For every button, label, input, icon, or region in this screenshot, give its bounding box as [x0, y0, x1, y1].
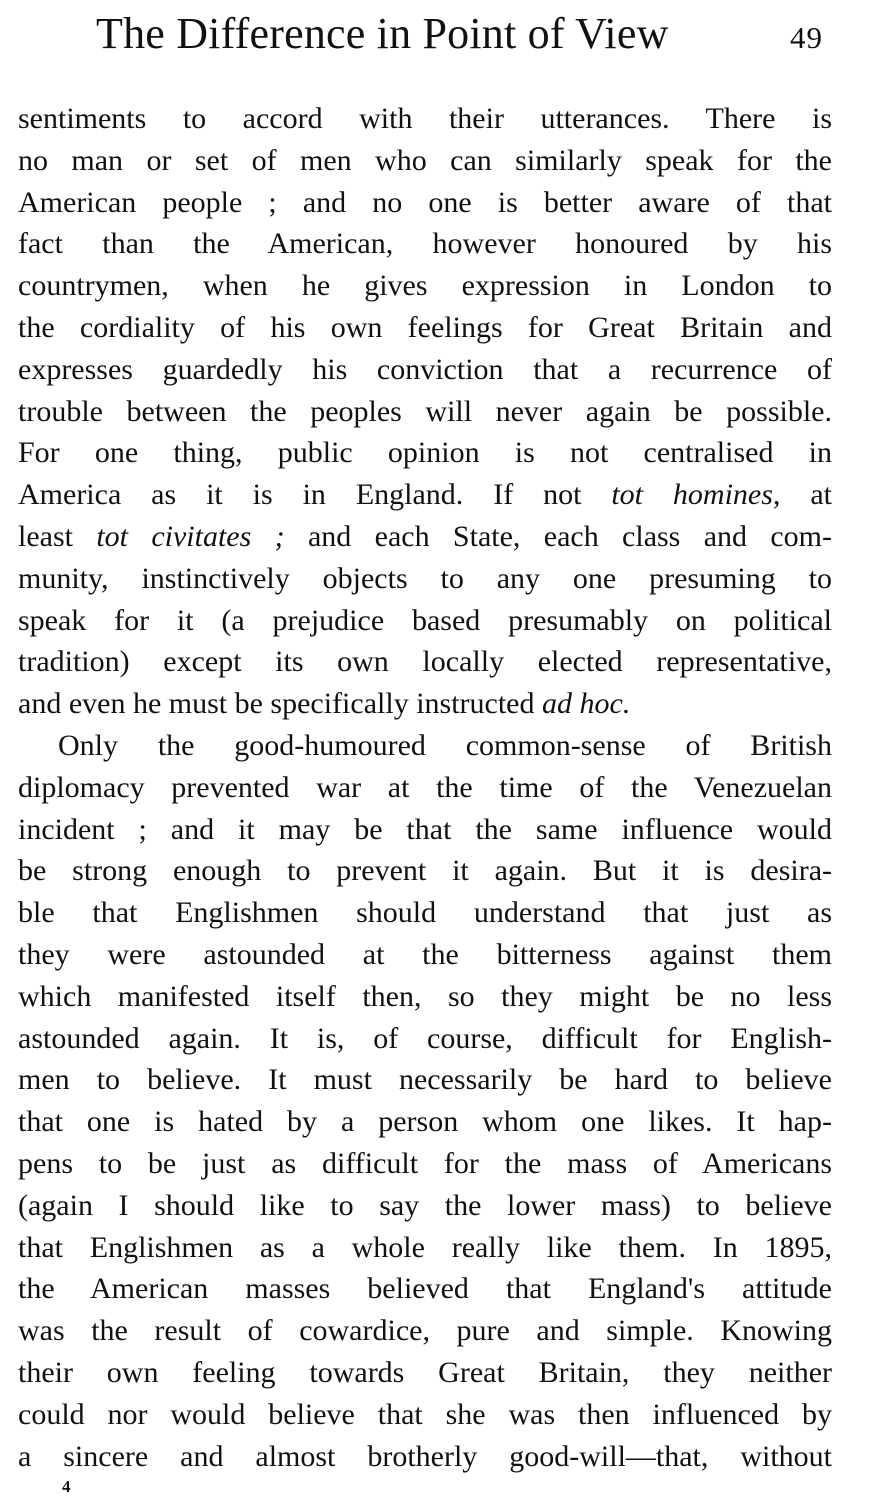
running-title: The Difference in Point of View — [96, 9, 669, 58]
text-line — [18, 223, 832, 265]
text-run: that one is hated by a person whom one likes. It hap- — [18, 1105, 832, 1139]
text-line — [18, 140, 832, 182]
text-run: men to believe. It must necessarily be hard to believe — [18, 1063, 832, 1097]
text-line — [18, 558, 832, 600]
text-run: the cordiality of his own feelings for Great Britain and — [18, 310, 832, 344]
text-run: Only the good-humoured common-sense of British — [58, 728, 832, 762]
text-run: tradition) except its own locally elected representative, — [18, 645, 832, 679]
text-run: at — [780, 478, 832, 512]
italic-phrase: tot homines, — [611, 478, 781, 512]
signature-mark: 4 — [62, 1477, 71, 1496]
text-run: that Englishmen as a whole really like them. In 1895, — [18, 1230, 832, 1264]
text-run: least — [18, 519, 97, 553]
text-line — [18, 98, 832, 140]
text-run: they were astounded at the bitterness against them — [18, 937, 832, 971]
text-line — [18, 1394, 832, 1436]
text-line — [18, 1143, 832, 1185]
text-line — [18, 767, 832, 809]
text-line — [18, 1352, 832, 1394]
text-run: ble that Englishmen should understand that just as — [18, 896, 832, 930]
body-text — [18, 98, 832, 1477]
text-line — [18, 1227, 832, 1269]
text-line — [18, 391, 832, 433]
text-run: their own feeling towards Great Britain, they neither — [18, 1355, 832, 1389]
text-run: (again I should like to say the lower mass) to believe — [18, 1188, 832, 1222]
text-line — [18, 641, 832, 683]
text-line — [18, 976, 832, 1018]
text-line — [18, 892, 832, 934]
text-run: and each State, each class and com- — [284, 519, 833, 553]
text-run: no man or set of men who can similarly speak for the — [18, 143, 832, 177]
text-run: pens to be just as difficult for the mass of Americans — [18, 1146, 832, 1180]
text-line — [18, 1101, 832, 1143]
text-line — [18, 349, 832, 391]
text-run: countrymen, when he gives expression in London to — [18, 269, 832, 303]
text-run: diplomacy prevented war at the time of the Venezuelan — [18, 770, 832, 804]
text-line — [18, 1059, 832, 1101]
text-line — [18, 725, 832, 767]
italic-phrase: tot civitates ; — [96, 519, 285, 553]
text-run: be strong enough to prevent it again. But it is desira- — [18, 854, 832, 888]
text-run: astounded again. It is, of course, difficult for English- — [18, 1021, 832, 1055]
text-line — [18, 600, 832, 642]
text-run: which manifested itself then, so they might be no less — [18, 979, 832, 1013]
text-line — [18, 934, 832, 976]
text-run: fact than the American, however honoured by his — [18, 227, 832, 261]
text-line — [18, 265, 832, 307]
text-run: speak for it (a prejudice based presumably on political — [18, 603, 832, 637]
text-run: American people ; and no one is better aware of that — [18, 185, 832, 219]
text-line — [18, 1436, 832, 1478]
text-line — [18, 516, 832, 558]
text-run: America as it is in England. If not — [18, 478, 612, 512]
text-run: the American masses believed that England's attitude — [18, 1272, 832, 1306]
text-line — [18, 432, 832, 474]
text-line — [18, 1018, 832, 1060]
text-run: sentiments to accord with their utterances. There is — [18, 102, 832, 135]
text-line — [18, 683, 832, 725]
text-run: was the result of cowardice, pure and simple. Knowing — [18, 1314, 832, 1348]
text-line — [18, 474, 832, 516]
italic-phrase: ad hoc. — [542, 687, 631, 721]
text-line — [18, 182, 832, 224]
text-run: trouble between the peoples will never again be possible. — [18, 394, 832, 428]
text-run: a sincere and almost brotherly good-will—that, without — [18, 1439, 832, 1473]
text-run: For one thing, public opinion is not centralised in — [18, 436, 832, 470]
text-line — [18, 1268, 832, 1310]
text-line — [18, 1185, 832, 1227]
text-run: expresses guardedly his conviction that a recurrence of — [18, 352, 832, 386]
text-run: and even he must be specifically instructed — [18, 687, 542, 721]
page-number: 49 — [790, 20, 823, 55]
text-run: could nor would believe that she was then influenced by — [18, 1397, 832, 1431]
text-run: munity, instinctively objects to any one presuming to — [18, 561, 832, 595]
text-line — [18, 307, 832, 349]
text-line — [18, 809, 832, 851]
text-line — [18, 850, 832, 892]
text-line — [18, 1310, 832, 1352]
text-run: incident ; and it may be that the same influence would — [18, 812, 832, 846]
